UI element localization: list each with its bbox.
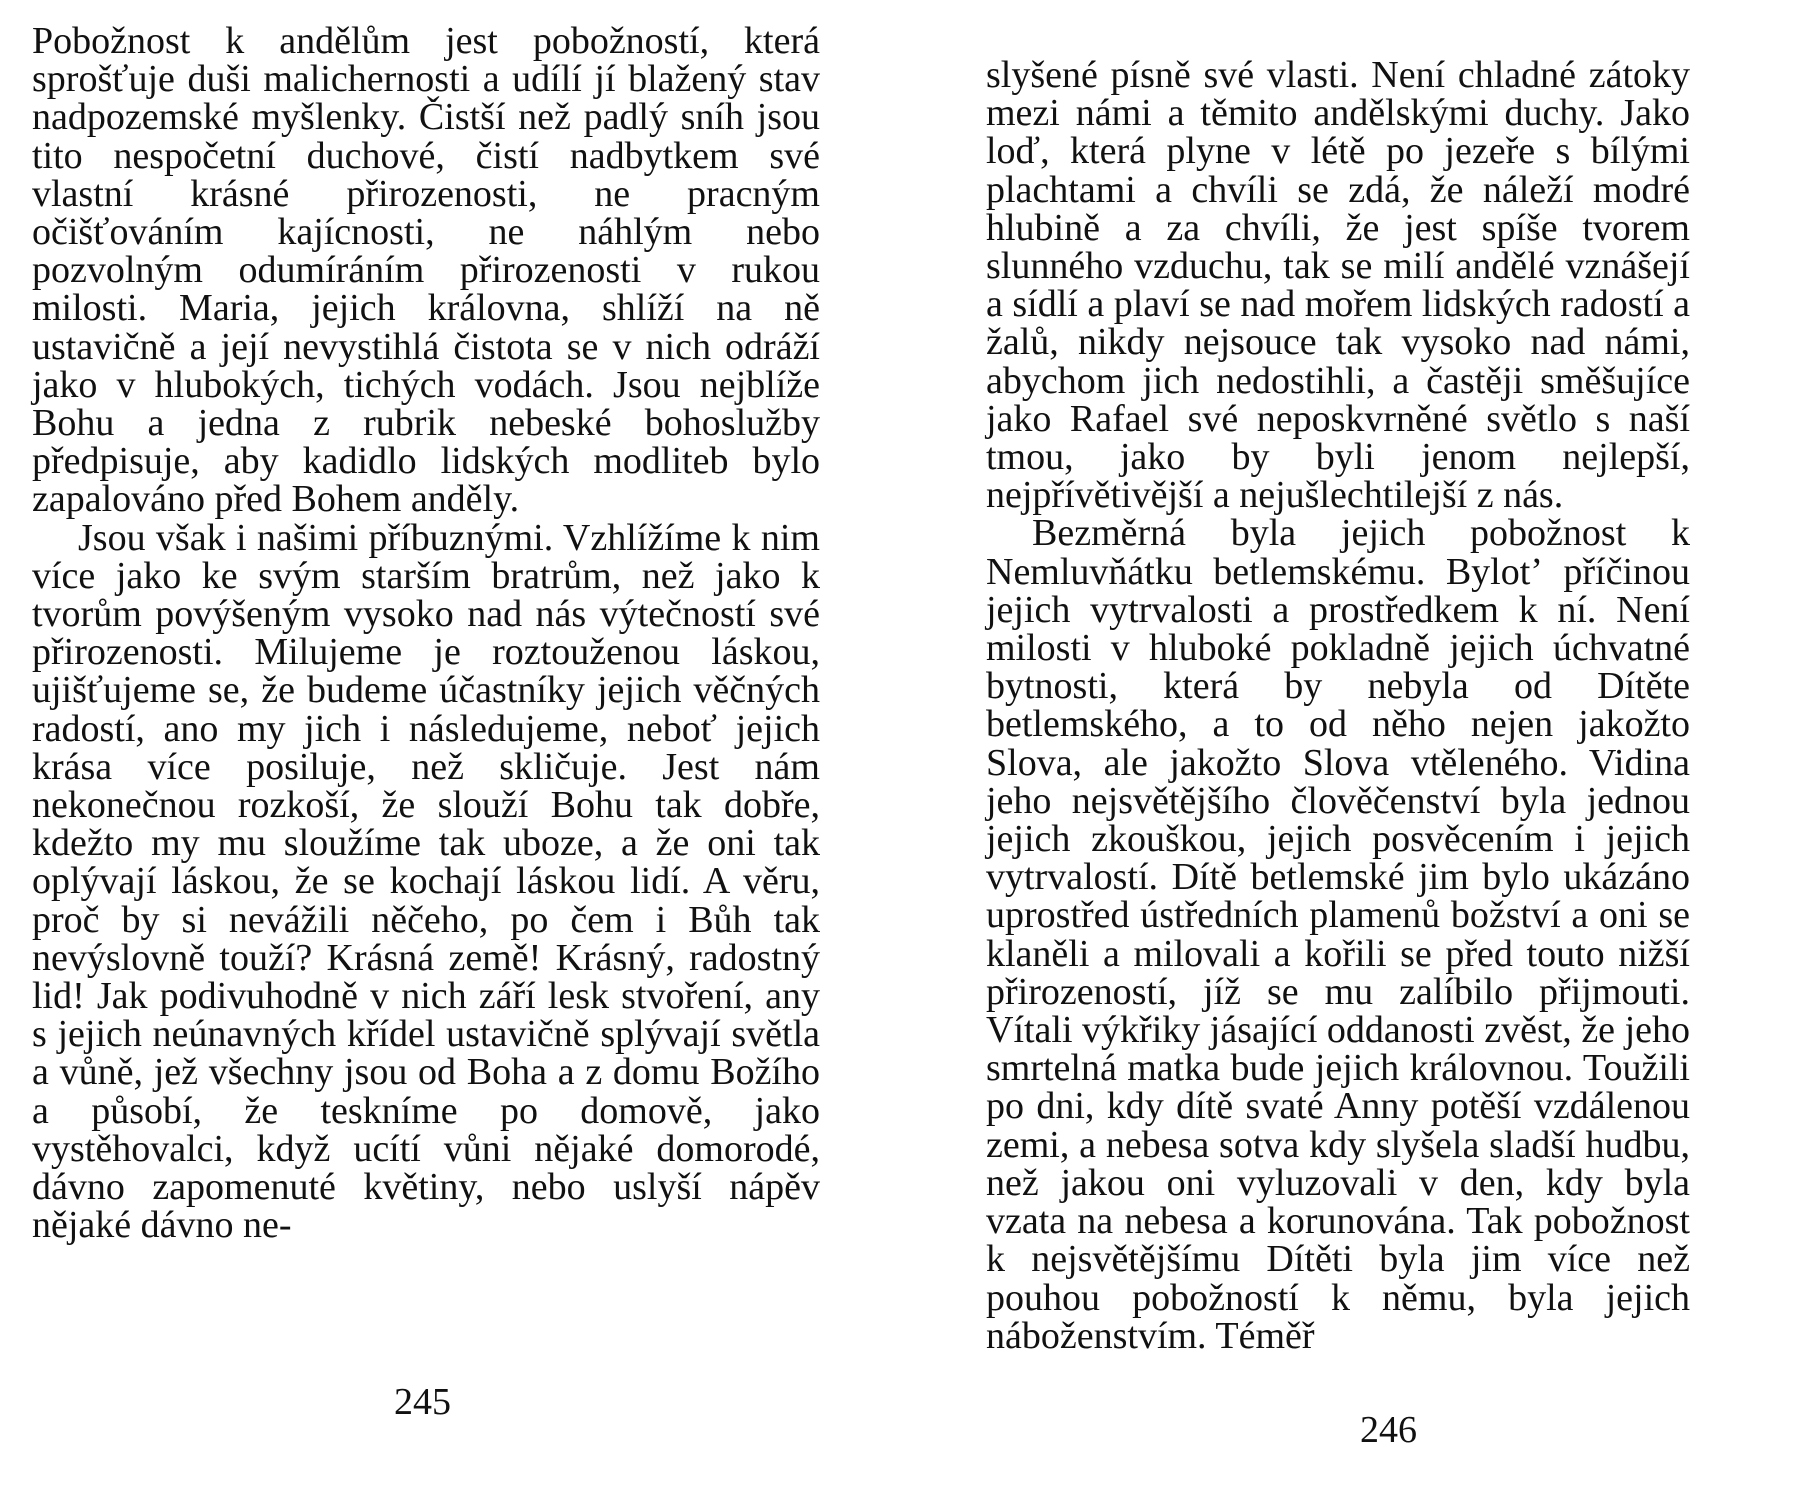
paragraph: Jsou však i našimi příbuznými. Vzhlížíme k nim více jako ke svým starším bratrům, než jako k tvorům povýšeným vysoko nad nás výtečností své přirozenosti. Milujeme je roztouženou láskou, ujišťujeme se, že budeme účastníky jejich věčných radostí, ano my jich i následujeme, neboť jejich krása více posiluje, než skličuje. Jest nám nekonečnou rozkoší, že slouží Bohu tak dobře, kdežto my mu sloužíme tak uboze, a že oni tak oplývají láskou, že se kochají láskou lidí. A věru, proč by si nevážili něčeho, po čem i Bůh tak nevýslovně touží? Krásná země! Krásný, radostný lid! Jak podivuhodně v nich září lesk stvoření, any s jejich neúnavných křídel ustavičně splývají světla a vůně, jež všechny jsou od Boha a z domu Božího a působí, že teskníme po domově, jako vystěhovalci, když ucítí vůni nějaké domorodé, dávno zapomenuté květiny, nebo uslyší nápěv nějaké dávno ne- — [32, 516, 820, 1247]
paragraph: Pobožnost k andělům jest pobožností, která sprošťuje duši malichernosti a udílí jí blažený stav nadpozemské myšlenky. Čistší než padlý sníh jsou tito nespočetní duchové, čistí nadbytkem své vlastní krásné přirozenosti, ne pracným očišťováním kajícnosti, ne náhlým nebo pozvolným odumíráním přirozenosti v rukou milosti. Maria, jejich královna, shlíží na ně ustavičně a její nevystihlá čistota se v nich odráží jako v hlubokých, tichých vodách. Jsou nejblíže Bohu a jedna z rubrik nebeské bohoslužby předpisuje, aby kadidlo lidských modliteb bylo zapalováno před Bohem anděly. — [32, 20, 820, 521]
page-number: 246 — [1360, 1409, 1417, 1451]
left-page — [0, 0, 820, 1500]
page-number: 245 — [394, 1381, 451, 1423]
right-page — [900, 0, 1720, 1500]
paragraph: Bezměrná byla jejich pobožnost k Nemluvňátku betlemskému. Bylotʼ příčinou jejich vytrvalosti a prostředkem k ní. Není milosti v hluboké pokladně jejich úchvatné bytnosti, která by nebyla od Dítěte betlemského, a to od něho nejen jakožto Slova, ale jakožto Slova vtěleného. Vidina jeho nejsvětějšího člověčenství byla jednou jejich zkouškou, jejich posvěcením i jejich vytrvalostí. Dítě betlemské jim bylo ukázáno uprostřed ústředních plamenů božství a oni se klaněli a milovali a kořili se před touto nižší přirozeností, jíž se mu zalíbilo přijmouti. Vítali výkřiky jásající oddanosti zvěst, že jeho smrtelná matka bude jejich královnou. Toužili po dni, kdy dítě svaté Anny potěší vzdálenou zemi, a nebesa sotva kdy slyšela sladší hudbu, než jakou oni vyluzovali v den, kdy byla vzata na nebesa a korunována. Tak pobožnost k nejsvětějšímu Dítěti byla jim více než pouhou pobožností k němu, byla jejich náboženstvím. Téměř — [986, 512, 1690, 1357]
paragraph: slyšené písně své vlasti. Není chladné zátoky mezi námi a těmito andělskými duchy. Jako loď, která plyne v létě po jezeře s bílými plachtami a chvíli se zdá, že náleží modré hlubině a za chvíli, že jest spíše tvorem slunného vzduchu, tak se milí andělé vznášejí a sídlí a plaví se nad mořem lidských radostí a žalů, nikdy nejsouce tak vysoko nad námi, abychom jich nedostihli, a častěji směšujíce jako Rafael své neposkvrněné světlo s naší tmou, jako by byli jenom nejlepší, nejpřívětivější a nejušlechtilejší z nás. — [986, 54, 1690, 517]
left-page-text — [32, 22, 820, 1245]
right-page-text — [986, 56, 1690, 1355]
